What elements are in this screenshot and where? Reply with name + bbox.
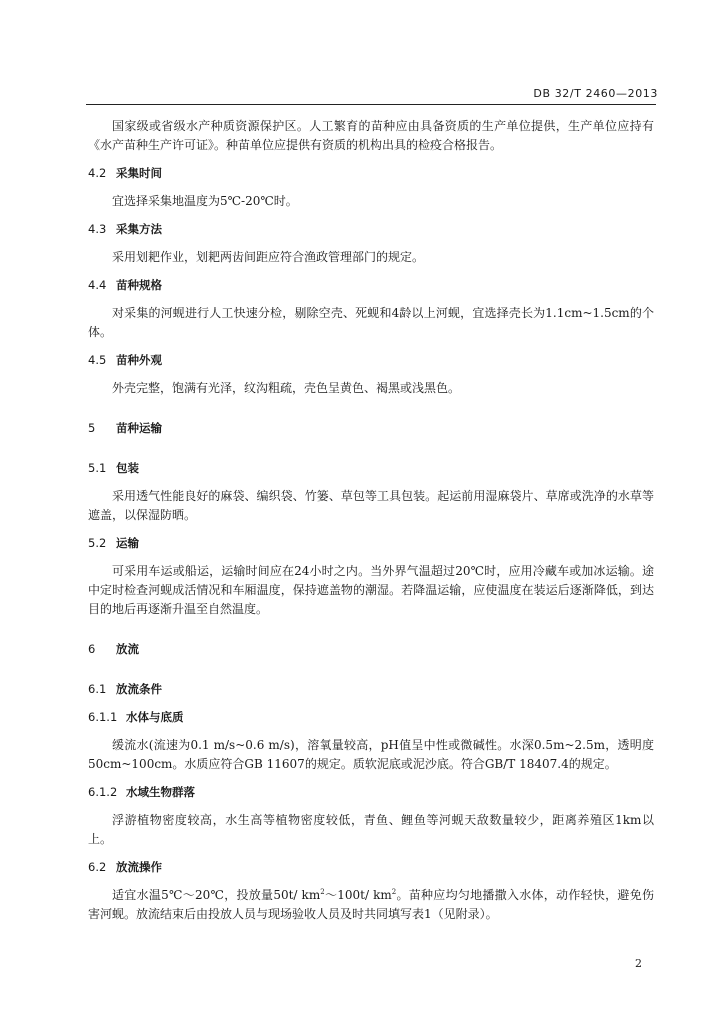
- heading-6-1: 6.1 放流条件: [88, 682, 162, 696]
- heading-4-4: 4.4 苗种规格: [88, 278, 162, 292]
- heading-5: 5 苗种运输: [88, 421, 162, 435]
- paragraph-collection-method: 采用划耙作业，划耙两齿间距应符合渔政管理部门的规定。: [112, 250, 425, 264]
- heading-6-1-1: 6.1.1 水体与底质: [88, 710, 184, 724]
- paragraph-seed-appearance: 外壳完整，饱满有光泽，纹沟粗疏，壳色呈黄色、褐黑或浅黑色。: [112, 381, 461, 395]
- document-body: [88, 117, 654, 924]
- heading-6: 6 放流: [88, 642, 139, 656]
- document-code: DB 32/T 2460—2013: [533, 87, 658, 100]
- heading-4-2: 4.2 采集时间: [88, 166, 162, 180]
- paragraph-seed-spec: 对采集的河蚬进行人工快速分检，剔除空壳、死蚬和4龄以上河蚬，宜选择壳长为1.1cm~1.5cm的个体。: [88, 306, 654, 339]
- paragraph-collection-time: 宜选择采集地温度为5℃-20℃时。: [112, 194, 298, 208]
- heading-4-3: 4.3 采集方法: [88, 222, 162, 236]
- paragraph-source: 国家级或省级水产种质资源保护区。人工繁育的苗种应由具备资质的生产单位提供，生产单位应持有《水产苗种生产许可证》。种苗单位应提供有资质的机构出具的检疫合格报告。: [88, 119, 654, 152]
- header-rule: [86, 104, 656, 105]
- paragraph-release-operation: 适宜水温5℃～20℃，投放量50t/ $km^2\sim 100t/$ $km^2$。苗种应均匀地播撒入水体，动作轻快，避免伤害河蚬。放流结束后由投放人员与现场验收人员及时共同填写表1（见附录）。: [88, 888, 654, 921]
- paragraph-transport: 可采用车运或船运，运输时间应在24小时之内。当外界气温超过20℃时，应用冷藏车或加冰运输。途中定时检查河蚬成活情况和车厢温度，保持遮盖物的潮湿。若降温运输，应使温度在装运后逐渐降低，到达目的地后再逐渐升温至自然温度。: [88, 564, 654, 616]
- heading-6-2: 6.2 放流操作: [88, 860, 162, 874]
- heading-6-1-2: 6.1.2 水域生物群落: [88, 785, 195, 799]
- paragraph-biological-community: 浮游植物密度较高，水生高等植物密度较低，青鱼、鲤鱼等河蚬天敌数量较少，距离养殖区1km以上。: [88, 813, 654, 846]
- heading-5-2: 5.2 运输: [88, 536, 139, 550]
- heading-5-1: 5.1 包装: [88, 461, 139, 475]
- page-number: 2: [635, 957, 642, 970]
- heading-4-5: 4.5 苗种外观: [88, 353, 162, 367]
- paragraph-packaging: 采用透气性能良好的麻袋、编织袋、竹篓、草包等工具包装。起运前用湿麻袋片、草席或洗净的水草等遮盖，以保湿防晒。: [88, 489, 654, 522]
- paragraph-water-substrate: 缓流水(流速为0.1 m/s~0.6 m/s)，溶氧量较高，pH值呈中性或微碱性。水深0.5m~2.5m，透明度50cm~100cm。水质应符合GB 11607的规定。质软泥底或泥沙底。符合GB/T 18407.4的规定。: [88, 738, 654, 771]
